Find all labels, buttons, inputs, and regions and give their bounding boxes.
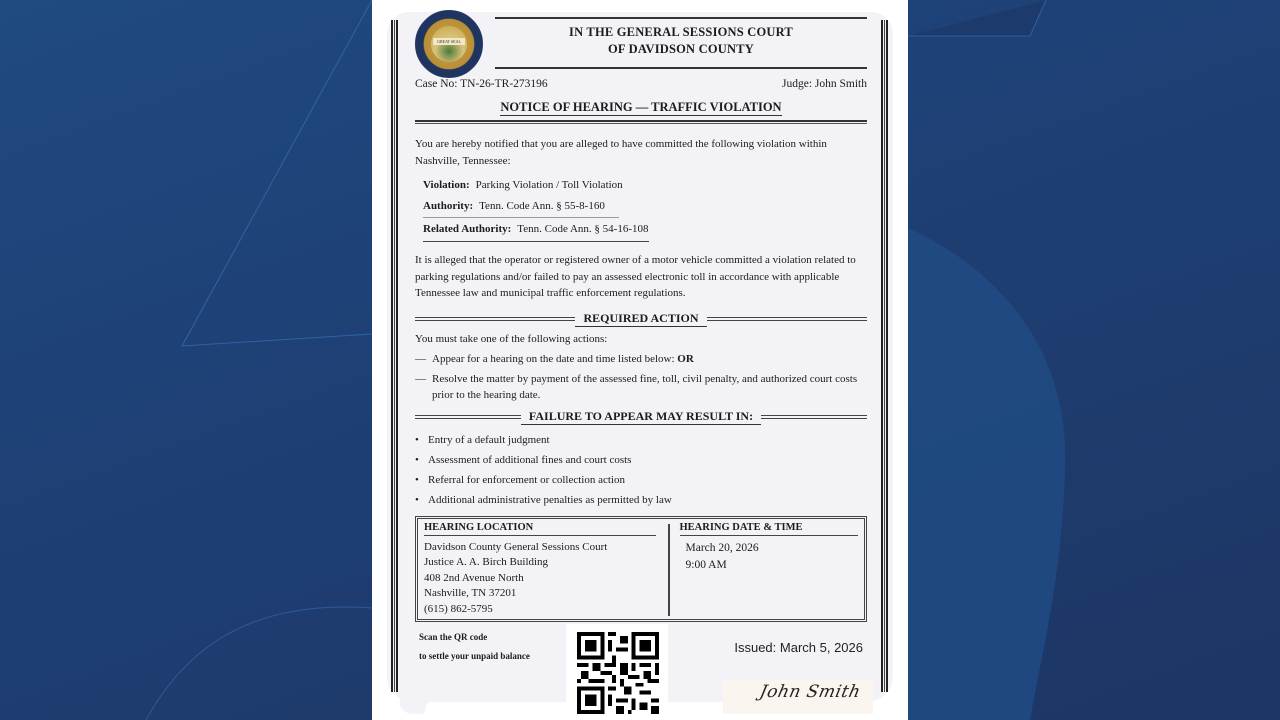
issued-date: Issued: March 5, 2026 bbox=[734, 639, 863, 655]
hearing-box-divider bbox=[668, 524, 670, 616]
county-seal-icon: GREAT SEAL bbox=[415, 10, 483, 78]
hearing-date: March 20, 2026 bbox=[685, 541, 759, 554]
court-title: IN THE GENERAL SESSIONS COURT OF DAVIDSON COUNTY bbox=[569, 25, 793, 56]
consequence-item: • Assessment of additional fines and court costs bbox=[415, 453, 632, 466]
judge-signature: John Smith bbox=[757, 681, 863, 702]
required-action-heading: REQUIRED ACTION bbox=[415, 311, 867, 327]
court-header bbox=[415, 10, 867, 72]
intro-paragraph: You are hereby notified that you are alleged to have committed the following violation within Nashville, Tennessee: bbox=[415, 138, 827, 167]
title-double-rule bbox=[415, 120, 867, 124]
consequence-item: • Entry of a default judgment bbox=[415, 433, 550, 446]
qr-code-icon[interactable] bbox=[576, 632, 660, 714]
court-phone: (615) 862-5795 bbox=[424, 602, 493, 615]
action-resolve: — Resolve the matter by payment of the assessed fine, toll, civil penalty, and authorized court costs prior to the hearing date. bbox=[415, 372, 858, 401]
right-border-rule bbox=[881, 20, 888, 692]
hearing-date-time: HEARING DATE & TIME March 20, 2026 9:00 AM bbox=[680, 522, 859, 616]
failure-consequences-list bbox=[415, 430, 867, 510]
hearing-time: 9:00 AM bbox=[685, 558, 727, 571]
case-number: Case No: TN-26-TR-273196 bbox=[415, 78, 548, 90]
required-action-list: You must take one of the following actions: — Appear for a hearing on the date and time listed below: OR — Resolve the matter by payment of the assessed fine, toll, civil penalty, and authorized court costs prior to the hearing date. bbox=[415, 331, 867, 403]
consequence-item: • Referral for enforcement or collection action bbox=[415, 473, 625, 486]
header-rule-bottom bbox=[495, 67, 867, 69]
left-border-rule bbox=[391, 20, 398, 692]
case-info-row bbox=[415, 78, 867, 90]
notice-title: NOTICE OF HEARING — TRAFFIC VIOLATION bbox=[500, 100, 782, 114]
notice-content bbox=[415, 10, 867, 714]
hearing-location: HEARING LOCATION Davidson County General Sessions Court Justice A. A. Birch Building 408 2nd Avenue North Nashville, TN 37201 (615) 862-5795 bbox=[424, 522, 656, 616]
judge-name: Judge: John Smith bbox=[782, 78, 867, 90]
allegation-paragraph: It is alleged that the operator or registered owner of a motor vehicle committed a violation related to parking regulations and/or failed to pay an assessed electronic toll in accordance with applicable Tennessee law and municipal traffic enforcement regulations. bbox=[415, 254, 856, 299]
consequence-item: • Additional administrative penalties as permitted by law bbox=[415, 493, 672, 506]
header-rule-top bbox=[495, 17, 867, 19]
notice-footer bbox=[415, 624, 867, 714]
field-authority: Authority: Tenn. Code Ann. § 55-8-160 bbox=[423, 196, 619, 218]
action-appear: — Appear for a hearing on the date and time listed below: OR bbox=[415, 352, 694, 365]
violation-fields bbox=[423, 174, 867, 242]
qr-instructions: Scan the QR code to settle your unpaid balance bbox=[419, 631, 530, 661]
field-related-authority: Related Authority: Tenn. Code Ann. § 54-16-108 bbox=[423, 218, 649, 242]
field-violation: Violation: Parking Violation / Toll Violation bbox=[423, 179, 623, 191]
failure-heading: FAILURE TO APPEAR MAY RESULT IN: bbox=[415, 409, 867, 425]
hearing-info-box bbox=[415, 516, 867, 622]
